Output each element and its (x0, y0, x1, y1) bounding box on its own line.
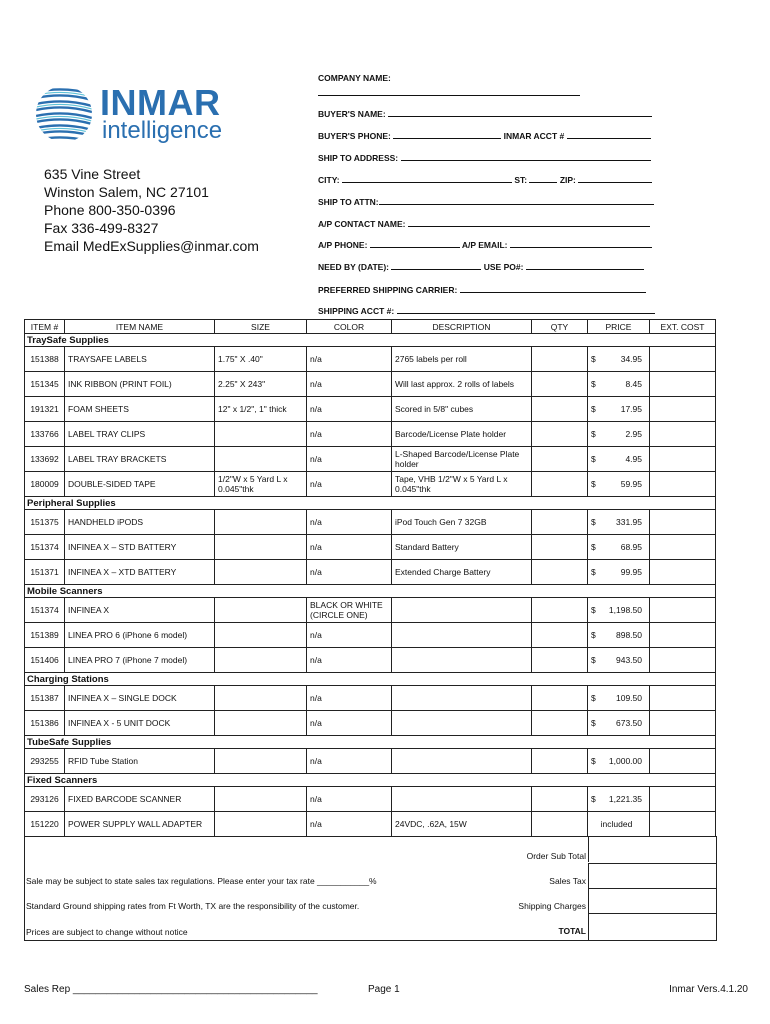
item-number: 151374 (25, 535, 65, 560)
ext-cost-field[interactable] (650, 598, 716, 623)
item-name: POWER SUPPLY WALL ADAPTER (65, 812, 215, 837)
item-price: 8.45 (625, 379, 642, 389)
ap-email-field[interactable] (510, 239, 652, 248)
price-cell (588, 686, 650, 711)
table-row (25, 535, 716, 560)
qty-field[interactable] (532, 598, 588, 623)
price-value (591, 517, 646, 527)
item-name: DOUBLE-SIDED TAPE (65, 472, 215, 497)
table-row (25, 598, 716, 623)
item-price: 673.50 (616, 718, 642, 728)
logo-intelligence-text: intelligence (102, 117, 223, 144)
section-row (25, 774, 716, 787)
sub-total-field[interactable] (588, 837, 716, 862)
item-size (215, 623, 307, 648)
col-size: SIZE (215, 320, 307, 334)
currency-symbol: $ (591, 718, 596, 728)
item-price: 1,198.50 (608, 605, 642, 615)
qty-field[interactable] (532, 397, 588, 422)
currency-symbol: $ (591, 655, 596, 665)
sub-total-label: Order Sub Total (526, 851, 586, 861)
qty-field[interactable] (532, 749, 588, 774)
currency-symbol: $ (591, 479, 596, 489)
item-number: 151386 (25, 711, 65, 736)
item-number: 151374 (25, 598, 65, 623)
item-price: 1,000.00 (608, 756, 642, 766)
ext-cost-field[interactable] (650, 648, 716, 673)
state-field[interactable] (529, 174, 557, 183)
section-row (25, 585, 716, 598)
qty-field[interactable] (532, 472, 588, 497)
ext-cost-field[interactable] (650, 535, 716, 560)
logo-inmar-text: INMAR (100, 82, 221, 123)
item-description: Barcode/License Plate holder (392, 422, 532, 447)
item-price: 68.95 (620, 542, 642, 552)
price-value (591, 794, 646, 804)
qty-field[interactable] (532, 711, 588, 736)
item-number: 133692 (25, 447, 65, 472)
item-price: 34.95 (620, 354, 642, 364)
item-name: RFID Tube Station (65, 749, 215, 774)
item-number: 293126 (25, 787, 65, 812)
page-number: Page 1 (368, 984, 400, 995)
qty-field[interactable] (532, 535, 588, 560)
item-price: 1,221.35 (608, 794, 642, 804)
ap-phone-field[interactable] (370, 239, 460, 248)
qty-field[interactable] (532, 812, 588, 837)
price-cell (588, 623, 650, 648)
ext-cost-field[interactable] (650, 447, 716, 472)
ship-to-attn-label: SHIP TO ATTN: (318, 197, 379, 207)
item-color: n/a (307, 447, 392, 472)
price-value (591, 429, 646, 439)
item-description (392, 711, 532, 736)
ext-cost-field[interactable] (650, 372, 716, 397)
currency-symbol: $ (591, 379, 596, 389)
price-cell (588, 510, 650, 535)
table-row (25, 447, 716, 472)
item-number: 133766 (25, 422, 65, 447)
item-color: n/a (307, 422, 392, 447)
item-price: 109.50 (616, 693, 642, 703)
ap-contact-field[interactable] (408, 218, 650, 227)
currency-symbol: $ (591, 354, 596, 364)
item-number: 151375 (25, 510, 65, 535)
ap-contact-label: A/P CONTACT NAME: (318, 219, 406, 229)
table-row (25, 686, 716, 711)
item-color: n/a (307, 812, 392, 837)
section-row (25, 736, 716, 749)
item-name: INFINEA X – STD BATTERY (65, 535, 215, 560)
item-size (215, 749, 307, 774)
item-description: Standard Battery (392, 535, 532, 560)
item-color: n/a (307, 560, 392, 585)
item-size (215, 711, 307, 736)
qty-field[interactable] (532, 447, 588, 472)
need-by-field[interactable] (391, 261, 481, 270)
zip-label: ZIP: (559, 175, 576, 185)
currency-symbol: $ (591, 517, 596, 527)
item-color: n/a (307, 510, 392, 535)
item-name: FIXED BARCODE SCANNER (65, 787, 215, 812)
buyer-name-field[interactable] (388, 108, 652, 117)
item-name: HANDHELD iPODS (65, 510, 215, 535)
item-size (215, 510, 307, 535)
section-title: Fixed Scanners (25, 774, 716, 787)
city-label: CITY: (318, 175, 340, 185)
section-title: TraySafe Supplies (25, 334, 716, 347)
total-field[interactable] (588, 913, 716, 940)
price-value (591, 454, 646, 464)
table-row (25, 472, 716, 497)
item-size (215, 422, 307, 447)
qty-field[interactable] (532, 648, 588, 673)
ext-cost-field[interactable] (650, 472, 716, 497)
table-row (25, 510, 716, 535)
item-price: included (600, 819, 633, 829)
col-description: DESCRIPTION (392, 320, 532, 334)
item-color: BLACK OR WHITE (CIRCLE ONE) (307, 598, 392, 623)
item-description: L-Shaped Barcode/License Plate holder (392, 447, 532, 472)
item-name: TRAYSAFE LABELS (65, 347, 215, 372)
item-name: INFINEA X - 5 UNIT DOCK (65, 711, 215, 736)
item-name: INFINEA X (65, 598, 215, 623)
use-po-field[interactable] (526, 261, 644, 270)
table-row (25, 711, 716, 736)
order-table (24, 319, 716, 837)
price-cell (588, 447, 650, 472)
item-number: 191321 (25, 397, 65, 422)
price-value (591, 819, 646, 829)
price-value (591, 404, 646, 414)
qty-field[interactable] (532, 372, 588, 397)
table-row (25, 372, 716, 397)
col-item-name: ITEM NAME (65, 320, 215, 334)
price-value (591, 630, 646, 640)
section-row (25, 673, 716, 686)
col-item-number: ITEM # (25, 320, 65, 334)
price-value (591, 354, 646, 364)
item-size: 12" x 1/2", 1" thick (215, 397, 307, 422)
item-description (392, 623, 532, 648)
order-table-body (25, 334, 716, 837)
city-field[interactable] (342, 174, 512, 183)
price-value (591, 693, 646, 703)
item-price: 99.95 (620, 567, 642, 577)
col-qty: QTY (532, 320, 588, 334)
section-row (25, 334, 716, 347)
item-description (392, 648, 532, 673)
item-number: 151389 (25, 623, 65, 648)
shipping-note: Standard Ground shipping rates from Ft Worth, TX are the responsibility of the customer. (26, 901, 360, 911)
price-cell (588, 648, 650, 673)
item-name: LABEL TRAY CLIPS (65, 422, 215, 447)
item-price: 331.95 (616, 517, 642, 527)
sales-rep: Sales Rep ____________________________________________ (24, 984, 318, 995)
ext-cost-field[interactable] (650, 347, 716, 372)
section-title: TubeSafe Supplies (25, 736, 716, 749)
inmar-acct-field[interactable] (567, 130, 651, 139)
qty-field[interactable] (532, 347, 588, 372)
shipping-acct-label: SHIPPING ACCT #: (318, 306, 395, 316)
ap-phone-label: A/P PHONE: (318, 240, 368, 250)
item-size (215, 447, 307, 472)
table-row (25, 422, 716, 447)
tax-note: Sale may be subject to state sales tax regulations. Please enter your tax rate ___________% (26, 876, 377, 886)
buyer-name-label: BUYER'S NAME: (318, 109, 386, 119)
price-value (591, 756, 646, 766)
price-cell (588, 560, 650, 585)
price-note: Prices are subject to change without notice (26, 927, 188, 937)
table-row (25, 812, 716, 837)
price-value (591, 605, 646, 615)
price-cell (588, 749, 650, 774)
item-number: 151371 (25, 560, 65, 585)
item-price: 4.95 (625, 454, 642, 464)
ext-cost-field[interactable] (650, 711, 716, 736)
buyer-phone-field[interactable] (393, 130, 501, 139)
currency-symbol: $ (591, 429, 596, 439)
sales-tax-field[interactable] (588, 863, 716, 888)
ext-cost-field[interactable] (650, 397, 716, 422)
item-description: iPod Touch Gen 7 32GB (392, 510, 532, 535)
currency-symbol: $ (591, 693, 596, 703)
shipping-charges-label: Shipping Charges (518, 901, 586, 911)
item-name: LINEA PRO 7 (iPhone 7 model) (65, 648, 215, 673)
price-value (591, 655, 646, 665)
address-phone: Phone 800-350-0396 (44, 202, 176, 218)
item-name: LINEA PRO 6 (iPhone 6 model) (65, 623, 215, 648)
item-description: Scored in 5/8" cubes (392, 397, 532, 422)
item-name: INFINEA X – XTD BATTERY (65, 560, 215, 585)
item-name: FOAM SHEETS (65, 397, 215, 422)
item-name: INK RIBBON (PRINT FOIL) (65, 372, 215, 397)
col-color: COLOR (307, 320, 392, 334)
ext-cost-field[interactable] (650, 422, 716, 447)
item-color: n/a (307, 347, 392, 372)
address-city: Winston Salem, NC 27101 (44, 184, 209, 200)
price-cell (588, 422, 650, 447)
address-street: 635 Vine Street (44, 166, 141, 182)
price-cell (588, 472, 650, 497)
item-price: 59.95 (620, 479, 642, 489)
item-size (215, 648, 307, 673)
item-description (392, 749, 532, 774)
item-name: LABEL TRAY BRACKETS (65, 447, 215, 472)
price-value (591, 542, 646, 552)
item-size (215, 535, 307, 560)
ext-cost-field[interactable] (650, 560, 716, 585)
qty-field[interactable] (532, 422, 588, 447)
col-ext-cost: EXT. COST (650, 320, 716, 334)
ext-cost-field[interactable] (650, 623, 716, 648)
price-cell (588, 372, 650, 397)
section-row (25, 497, 716, 510)
use-po-label: USE PO#: (483, 262, 524, 272)
ap-email-label: A/P EMAIL: (461, 240, 508, 250)
table-row (25, 560, 716, 585)
item-price: 17.95 (620, 404, 642, 414)
ext-cost-field[interactable] (650, 787, 716, 812)
table-row (25, 623, 716, 648)
item-size (215, 598, 307, 623)
price-cell (588, 711, 650, 736)
company-address (44, 165, 259, 255)
state-label: ST: (514, 175, 528, 185)
company-name-field[interactable] (318, 87, 580, 96)
item-description: 2765 labels per roll (392, 347, 532, 372)
currency-symbol: $ (591, 630, 596, 640)
item-price: 898.50 (616, 630, 642, 640)
item-color: n/a (307, 623, 392, 648)
item-number: 151406 (25, 648, 65, 673)
section-title: Mobile Scanners (25, 585, 716, 598)
need-by-label: NEED BY (DATE): (318, 262, 389, 272)
qty-field[interactable] (532, 560, 588, 585)
company-name-label: COMPANY NAME: (318, 73, 391, 83)
table-row (25, 648, 716, 673)
item-description: Extended Charge Battery (392, 560, 532, 585)
shipping-charges-field[interactable] (588, 888, 716, 913)
price-value (591, 379, 646, 389)
item-description: 24VDC, .62A, 15W (392, 812, 532, 837)
version-label: Inmar Vers.4.1.20 (669, 984, 748, 995)
item-number: 151220 (25, 812, 65, 837)
item-color: n/a (307, 648, 392, 673)
item-size (215, 787, 307, 812)
price-value (591, 479, 646, 489)
ship-to-attn-field[interactable] (379, 196, 654, 205)
item-number: 151388 (25, 347, 65, 372)
table-row (25, 347, 716, 372)
currency-symbol: $ (591, 794, 596, 804)
table-header-row (25, 320, 716, 334)
carrier-field[interactable] (460, 284, 646, 293)
price-cell (588, 535, 650, 560)
currency-symbol: $ (591, 756, 596, 766)
price-value (591, 567, 646, 577)
col-price: PRICE (588, 320, 650, 334)
price-cell (588, 397, 650, 422)
qty-field[interactable] (532, 510, 588, 535)
total-label: TOTAL (558, 926, 586, 936)
item-number: 293255 (25, 749, 65, 774)
price-cell (588, 598, 650, 623)
section-title: Peripheral Supplies (25, 497, 716, 510)
item-description: Tape, VHB 1/2"W x 5 Yard L x 0.045"thk (392, 472, 532, 497)
item-price: 2.95 (625, 429, 642, 439)
buyer-phone-label: BUYER'S PHONE: (318, 131, 391, 141)
price-value (591, 718, 646, 728)
qty-field[interactable] (532, 623, 588, 648)
ext-cost-field[interactable] (650, 749, 716, 774)
shipping-acct-field[interactable] (397, 305, 655, 314)
item-size (215, 812, 307, 837)
address-email: Email MedExSupplies@inmar.com (44, 238, 259, 254)
qty-field[interactable] (532, 686, 588, 711)
address-fax: Fax 336-499-8327 (44, 220, 159, 236)
ext-cost-field[interactable] (650, 510, 716, 535)
ship-to-address-field[interactable] (401, 152, 651, 161)
qty-field[interactable] (532, 787, 588, 812)
item-size (215, 686, 307, 711)
currency-symbol: $ (591, 605, 596, 615)
item-description: Will last approx. 2 rolls of labels (392, 372, 532, 397)
item-color: n/a (307, 535, 392, 560)
currency-symbol: $ (591, 404, 596, 414)
price-cell (588, 812, 650, 837)
totals-box (24, 836, 717, 941)
ship-to-address-label: SHIP TO ADDRESS: (318, 153, 399, 163)
item-description (392, 686, 532, 711)
item-number: 180009 (25, 472, 65, 497)
item-size: 2.25" X 243" (215, 372, 307, 397)
item-number: 151387 (25, 686, 65, 711)
item-color: n/a (307, 686, 392, 711)
item-description (392, 598, 532, 623)
currency-symbol: $ (591, 542, 596, 552)
table-row (25, 787, 716, 812)
item-color: n/a (307, 787, 392, 812)
ext-cost-field[interactable] (650, 812, 716, 837)
item-price: 943.50 (616, 655, 642, 665)
item-size (215, 560, 307, 585)
ext-cost-field[interactable] (650, 686, 716, 711)
item-color: n/a (307, 372, 392, 397)
item-color: n/a (307, 397, 392, 422)
item-color: n/a (307, 711, 392, 736)
currency-symbol: $ (591, 454, 596, 464)
inmar-logo (36, 84, 241, 151)
item-color: n/a (307, 472, 392, 497)
currency-symbol: $ (591, 567, 596, 577)
zip-field[interactable] (578, 174, 652, 183)
item-number: 151345 (25, 372, 65, 397)
table-row (25, 749, 716, 774)
item-size: 1/2"W x 5 Yard L x 0.045"thk (215, 472, 307, 497)
carrier-label: PREFERRED SHIPPING CARRIER: (318, 285, 458, 295)
item-size: 1.75" X .40" (215, 347, 307, 372)
section-title: Charging Stations (25, 673, 716, 686)
table-row (25, 397, 716, 422)
price-cell (588, 347, 650, 372)
item-description (392, 787, 532, 812)
item-color: n/a (307, 749, 392, 774)
sales-tax-label: Sales Tax (549, 876, 586, 886)
inmar-acct-label: INMAR ACCT # (503, 131, 565, 141)
item-name: INFINEA X – SINGLE DOCK (65, 686, 215, 711)
price-cell (588, 787, 650, 812)
